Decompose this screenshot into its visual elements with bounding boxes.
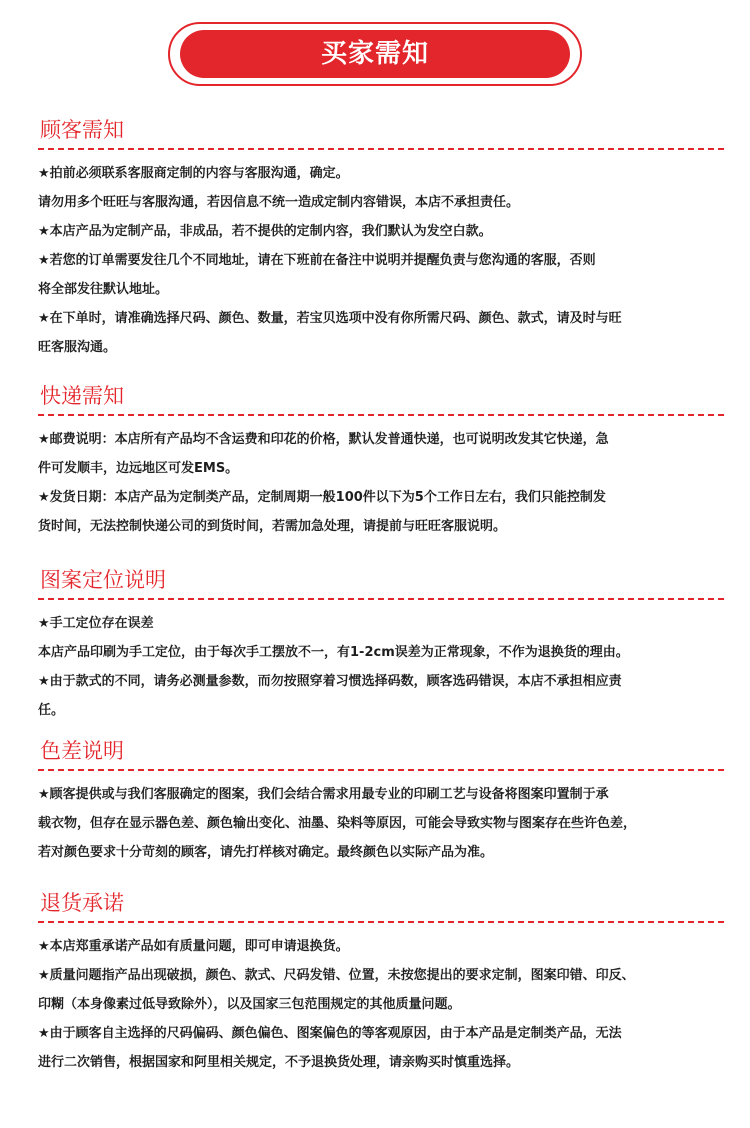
text-line: ★在下单时，请准确选择尺码、颜色、数量，若宝贝选项中没有你所需尺码、颜色、款式，请及时与旺 [38, 311, 622, 326]
text-line: ★由于款式的不同，请务必测量参数，而勿按照穿着习惯选择码数，顾客选码错误，本店不承担相应责 [38, 674, 622, 689]
text-line: ★邮费说明：本店所有产品均不含运费和印花的价格，默认发普通快递，也可说明改发其它快递，急 [38, 432, 609, 447]
section-title: 顾客需知 [40, 118, 124, 142]
text-line: 请勿用多个旺旺与客服沟通，若因信息不统一造成定制内容错误，本店不承担责任。 [38, 195, 520, 210]
header-banner [168, 22, 582, 86]
text-line: 印糊（本身像素过低导致除外），以及国家三包范围规定的其他质量问题。 [38, 997, 461, 1012]
text-line: 货时间，无法控制快递公司的到货时间，若需加急处理，请提前与旺旺客服说明。 [38, 519, 507, 534]
section-return-promise [38, 889, 724, 1077]
text-line: 若对颜色要求十分苛刻的顾客，请先打样核对确定。最终颜色以实际产品为准。 [38, 845, 494, 860]
text-line: ★顾客提供或与我们客服确定的图案，我们会结合需求用最专业的印刷工艺与设备将图案印置制于承 [38, 787, 609, 802]
text-line: ★本店郑重承诺产品如有质量问题，即可申请退换货。 [38, 939, 349, 954]
text-line: ★由于顾客自主选择的尺码偏码、颜色偏色、图案偏色的等客观原因，由于本产品是定制类产品，无法 [38, 1026, 622, 1041]
section-customer-notice [38, 116, 724, 362]
section-body [38, 609, 724, 725]
text-line: 件可发顺丰，边远地区可发EMS。 [38, 461, 239, 476]
section-pattern-position [38, 566, 724, 725]
dashed-divider [38, 148, 724, 150]
text-line: 将全部发往默认地址。 [38, 282, 169, 297]
text-line: 旺客服沟通。 [38, 340, 117, 355]
section-body [38, 932, 724, 1077]
dashed-divider [38, 598, 724, 600]
text-line: 本店产品印刷为手工定位，由于每次手工摆放不一，有1-2cm误差为正常现象，不作为退换货的理由。 [38, 645, 629, 660]
dashed-divider [38, 414, 724, 416]
text-line: ★发货日期：本店产品为定制类产品，定制周期一般100件以下为5个工作日左右，我们只能控制发 [38, 490, 606, 505]
text-line: ★手工定位存在误差 [38, 616, 154, 631]
section-title: 快递需知 [40, 384, 124, 408]
dashed-divider [38, 921, 724, 923]
text-line: 任。 [38, 703, 65, 718]
section-title: 图案定位说明 [40, 568, 166, 592]
text-line: 载衣物，但存在显示器色差、颜色输出变化、油墨、染料等原因，可能会导致实物与图案存在些许色差， [38, 816, 637, 831]
page-title: 买家需知 [180, 30, 570, 78]
text-line: ★拍前必须联系客服商定制的内容与客服沟通，确定。 [38, 166, 349, 181]
section-title: 退货承诺 [40, 891, 124, 915]
section-color-difference [38, 737, 724, 867]
section-shipping-notice [38, 382, 724, 541]
section-body [38, 159, 724, 362]
section-body [38, 425, 724, 541]
section-body [38, 780, 724, 867]
text-line: ★若您的订单需要发往几个不同地址，请在下班前在备注中说明并提醒负责与您沟通的客服，否则 [38, 253, 596, 268]
text-line: 进行二次销售，根据国家和阿里相关规定，不予退换货处理，请亲购买时慎重选择。 [38, 1055, 520, 1070]
dashed-divider [38, 769, 724, 771]
section-title: 色差说明 [40, 739, 124, 763]
text-line: ★质量问题指产品出现破损，颜色、款式、尺码发错、位置，未按您提出的要求定制，图案印错、印反、 [38, 968, 635, 983]
text-line: ★本店产品为定制产品，非成品，若不提供的定制内容，我们默认为发空白款。 [38, 224, 492, 239]
